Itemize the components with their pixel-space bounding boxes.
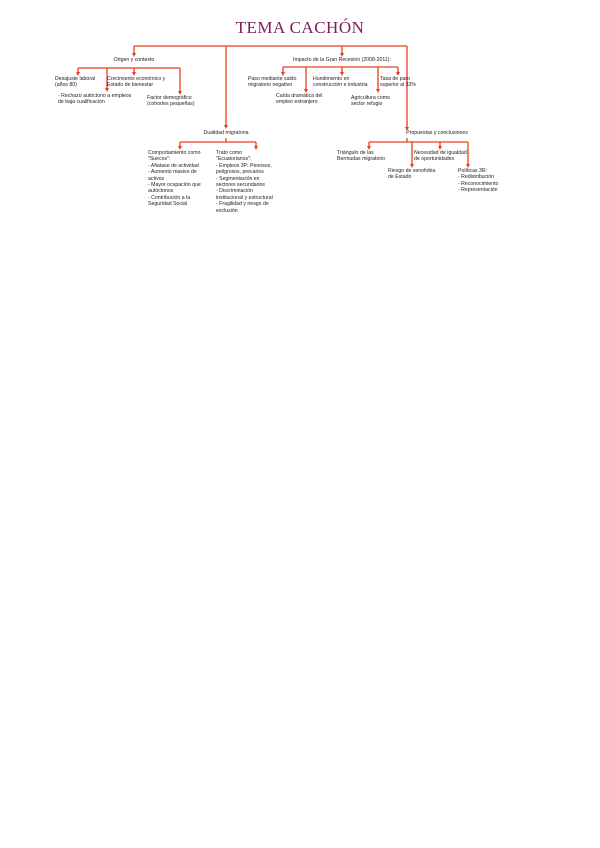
- node-impacto-gran-recesion: Impacto de la Gran Recesión (2008-2011):: [293, 57, 391, 63]
- node-comportamiento-suecos: Comportamiento como "Suecos": - Afiatase de actividad - Aumento masivo de activos - Mayor ocupación que autóctonos - Contribución a la Seguridad Social: [148, 150, 201, 208]
- node-propuestas-conclusiones: Propuestas y conclusiones: [406, 130, 468, 136]
- node-factor-demografico: Factor demográfico (cohortes pequeñas): [147, 95, 195, 108]
- page-title: TEMA CACHÓN: [235, 18, 365, 37]
- node-trato-ecuatorianos: Trato como "Ecuatorianos": - Empleos 3P: Penosos, peligrosos, precarios - Segmentación en sectores secundarios - Discriminación institucional y estructural - Fragilidad y riesgo de exclusión: [216, 150, 273, 214]
- node-caida-empleo: Caída dramática del empleo extranjero: [276, 93, 323, 106]
- node-dualidad-migratoria: Dualidad migratoria: [203, 130, 249, 136]
- node-triangulo-bermudas: Triángulo de las Bermudas migratorio: [337, 150, 386, 163]
- node-politicas-3r: Políticas 3R: - Redistribución - Reconocimiento - Representación: [458, 168, 499, 194]
- node-paso-saldo-migratorio: Paso mediante saldo migratorio negativo: [248, 76, 297, 89]
- node-agricultura-refugio: Agricultura como sector refugio: [351, 95, 390, 108]
- node-riesgo-xenofobia: Riesgo de xenofobia de Estado: [388, 168, 436, 181]
- node-tasa-de-paro: Tasa de paro superior al 33%: [380, 76, 417, 89]
- node-rechazo-autoctono: - Rechazo autóctono a empleos de baja cualificación: [58, 93, 132, 106]
- node-crecimiento-economico: Crecimiento económico y Estado de bienestar: [107, 76, 166, 89]
- node-necesidad-igualdad: Necesidad de igualdad de oportunidades: [414, 150, 467, 163]
- node-hundimiento: Hundimiento en construcción e industria: [313, 76, 368, 89]
- node-desajuste-laboral: Desajuste laboral (años 80): [55, 76, 96, 89]
- node-origen-contexto: Origen y contexto: [113, 57, 155, 63]
